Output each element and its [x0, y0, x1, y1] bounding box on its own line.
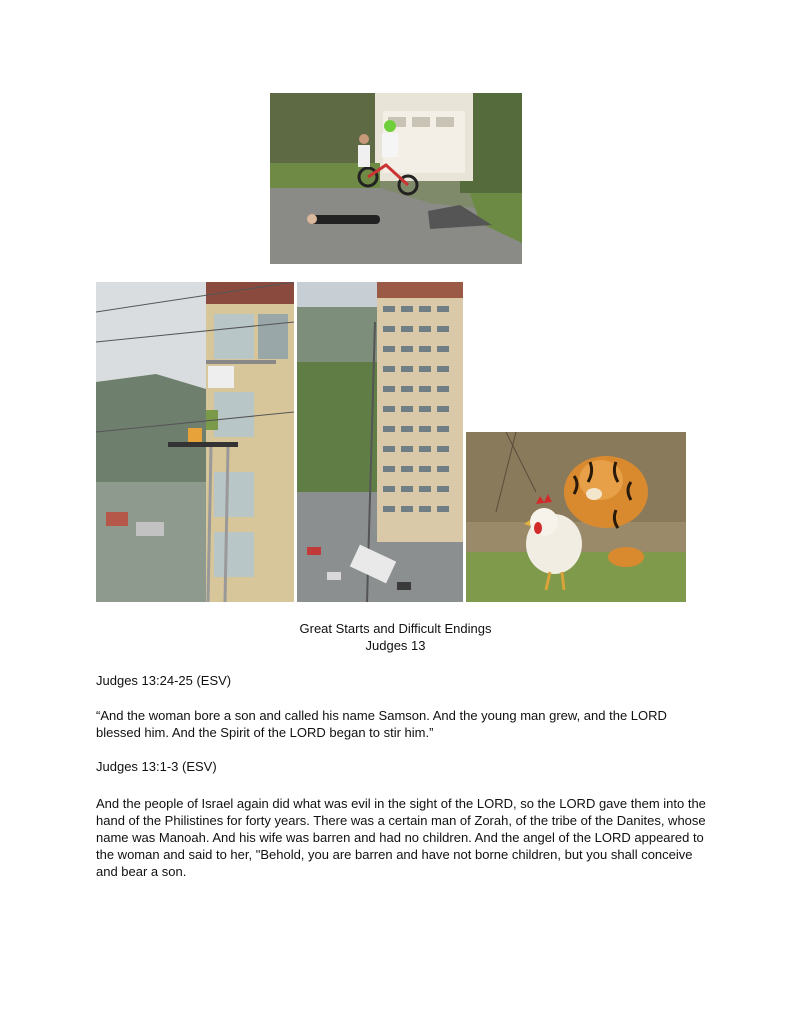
page-title: Great Starts and Difficult Endings — [299, 621, 492, 636]
passage-reference-1: Judges 13:24-25 (ESV) — [96, 673, 232, 688]
apartment-highrise-photo — [297, 282, 463, 602]
passage-reference-2: Judges 13:1-3 (ESV) — [96, 759, 217, 774]
page-subtitle: Judges 13 — [365, 638, 426, 653]
title-block — [0, 620, 791, 654]
tiger-chasing-chicken-photo — [466, 432, 686, 602]
passage-text-2: And the people of Israel again did what was evil in the sight of the LORD, so the LORD gave them into the hand of the Philistines for forty years. There was a certain man of Zorah, of the tribe of the Danites, whose name was Manoah. And his wife was barren and had no children. And the angel of the LORD appeared to the woman and said to her, "Behold, you are barren and have not borne children, but you shall conceive and bear a son. — [96, 796, 706, 879]
balcony-ladder-photo — [96, 282, 294, 602]
bmx-jump-photo — [270, 93, 522, 264]
passage-text-1: “And the woman bore a son and called his name Samson. And the young man grew, and the LORD blessed him. And the Spirit of the LORD began to stir him.” — [96, 708, 667, 740]
